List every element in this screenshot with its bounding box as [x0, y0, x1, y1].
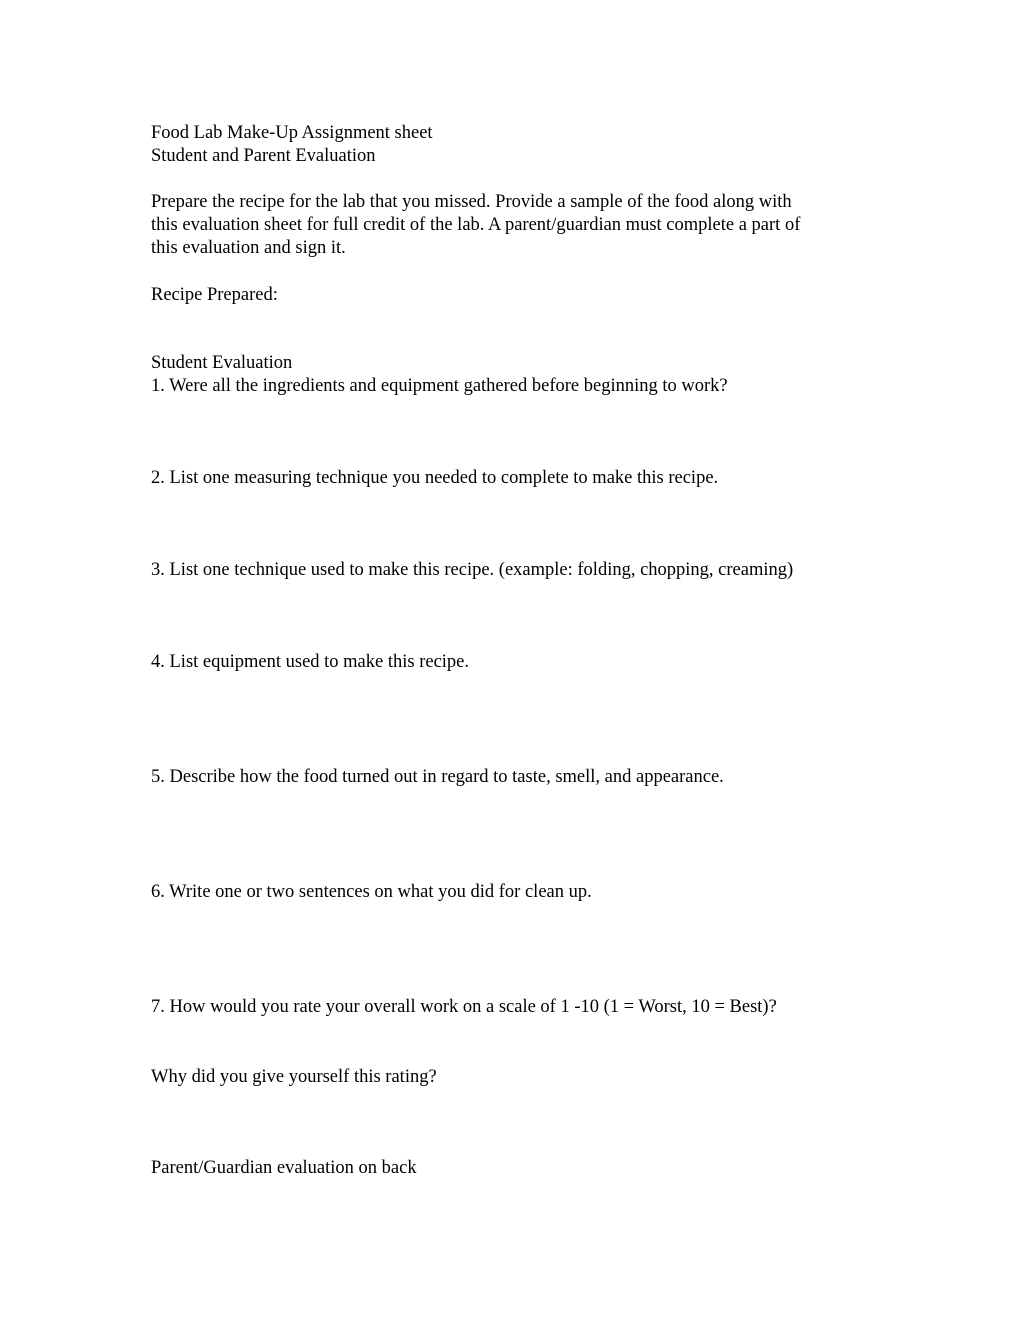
question-4: 4. List equipment used to make this recipe.: [151, 652, 470, 672]
instructions-line-1: Prepare the recipe for the lab that you missed. Provide a sample of the food along with: [151, 192, 792, 212]
question-2: 2. List one measuring technique you needed to complete to make this recipe.: [151, 468, 719, 488]
instructions-line-2: this evaluation sheet for full credit of the lab. A parent/guardian must complete a part of: [151, 215, 801, 235]
question-7: 7. How would you rate your overall work on a scale of 1 -10 (1 = Worst, 10 = Best)?: [151, 997, 777, 1017]
student-evaluation-heading: Student Evaluation: [151, 353, 293, 373]
recipe-prepared-label: Recipe Prepared:: [151, 285, 278, 305]
question-6: 6. Write one or two sentences on what you did for clean up.: [151, 882, 592, 902]
question-5: 5. Describe how the food turned out in regard to taste, smell, and appearance.: [151, 767, 724, 787]
document-title: Food Lab Make-Up Assignment sheet: [151, 123, 433, 143]
instructions-line-3: this evaluation and sign it.: [151, 238, 346, 258]
rating-followup-question: Why did you give yourself this rating?: [151, 1067, 437, 1087]
question-1: 1. Were all the ingredients and equipment gathered before beginning to work?: [151, 376, 728, 396]
question-3: 3. List one technique used to make this recipe. (example: folding, chopping, creaming): [151, 560, 794, 580]
document-subtitle: Student and Parent Evaluation: [151, 146, 376, 166]
footer-note: Parent/Guardian evaluation on back: [151, 1158, 417, 1178]
